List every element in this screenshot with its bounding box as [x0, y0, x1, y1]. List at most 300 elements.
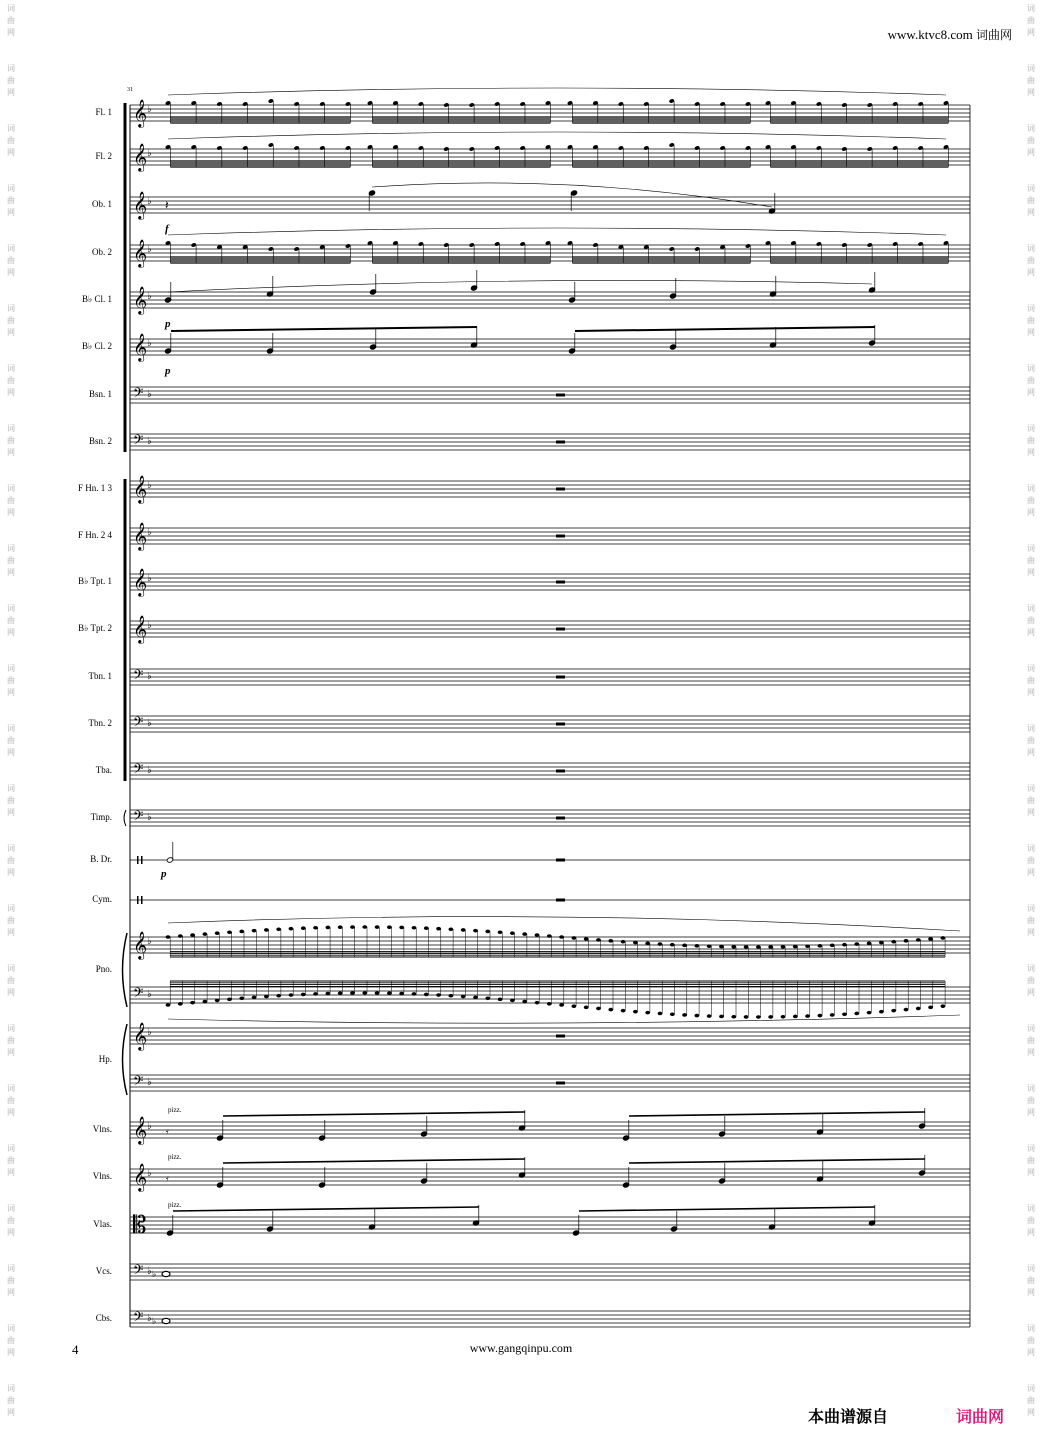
watermark-glyph: 词 — [7, 304, 15, 313]
watermark-glyph: 网 — [1027, 1348, 1035, 1357]
watermark-glyph: 词 — [1027, 844, 1035, 853]
bsn2-bass-clef-icon: 𝄢 — [133, 432, 144, 451]
hp-upper-flat-icon: ♭ — [147, 1027, 152, 1038]
instrument-label-ob1: Ob. 1 — [92, 199, 112, 209]
pno-upper-note — [289, 927, 294, 931]
instrument-label-cym: Cym. — [92, 894, 112, 904]
pno-upper-note — [215, 931, 220, 935]
pno-lower-note — [203, 1000, 208, 1004]
pno-lower-note — [412, 992, 417, 996]
bsn1-whole-rest-icon — [556, 394, 565, 397]
watermark-glyph: 网 — [7, 1348, 15, 1357]
tbn1-bass-clef-icon: 𝄢 — [133, 667, 144, 686]
pno-upper-note — [264, 928, 269, 932]
pno-upper-note — [178, 934, 183, 938]
watermark-glyph: 词 — [7, 64, 15, 73]
instrument-label-tpt2: B♭ Tpt. 2 — [78, 623, 112, 633]
pno-upper-note — [891, 940, 896, 944]
pno-upper-note — [842, 943, 847, 947]
watermark-glyph: 网 — [7, 868, 15, 877]
cl2-treble-clef-icon: 𝄞 — [133, 333, 148, 361]
pno-upper-note — [473, 929, 478, 933]
watermark-glyph: 词 — [1027, 904, 1035, 913]
cl1-treble-clef-icon: 𝄞 — [133, 286, 148, 314]
watermark-glyph: 网 — [1027, 1408, 1035, 1417]
watermark-glyph: 网 — [1027, 1048, 1035, 1057]
timp-whole-rest-icon — [556, 817, 565, 820]
watermark-glyph: 曲 — [1027, 76, 1035, 85]
pno-lower-note — [645, 1011, 650, 1015]
watermark-glyph: 词 — [1027, 244, 1035, 253]
instrument-label-pno: Pno. — [95, 964, 112, 974]
instrument-label-tbn1: Tbn. 1 — [88, 671, 112, 681]
pno-lower-note — [608, 1008, 613, 1012]
pno-lower-note — [399, 992, 404, 996]
footer-url[interactable]: www.gangqinpu.com — [469, 1341, 573, 1355]
pno-upper-note — [350, 925, 355, 929]
dynamic-bdr: p — [161, 868, 167, 880]
pno-upper-note — [744, 945, 749, 949]
pno-upper-treble-clef-icon: 𝄞 — [133, 931, 148, 959]
pno-slur — [168, 1015, 960, 1023]
pno-lower-note — [375, 991, 380, 995]
vc-flat-accidental-icon: ♭ — [152, 1269, 157, 1279]
watermark-glyph: 词 — [7, 1324, 15, 1333]
watermark-glyph: 曲 — [1027, 1276, 1035, 1285]
watermark-glyph: 曲 — [1027, 1156, 1035, 1165]
watermark-glyph: 曲 — [1027, 136, 1035, 145]
watermark-glyph: 网 — [1027, 388, 1035, 397]
instrument-label-tpt1: B♭ Tpt. 1 — [78, 576, 112, 586]
pno-lower-note — [854, 1012, 859, 1016]
pno-lower-note — [670, 1012, 675, 1016]
watermark-glyph: 网 — [1027, 1108, 1035, 1117]
bdr-whole-rest-icon — [556, 859, 565, 862]
bsn1-flat-icon: ♭ — [147, 389, 152, 400]
pno-lower-flat-icon: ♭ — [147, 989, 152, 1000]
watermark-glyph: 曲 — [7, 436, 15, 445]
pno-lower-note — [621, 1009, 626, 1013]
ob1-treble-clef-icon: 𝄞 — [133, 191, 148, 219]
pno-lower-note — [424, 993, 429, 997]
pno-upper-note — [510, 931, 515, 935]
pno-lower-note — [695, 1014, 700, 1018]
pno-lower-note — [326, 992, 331, 996]
instrument-label-vc: Vcs. — [95, 1266, 112, 1276]
watermark-glyph: 词 — [7, 124, 15, 133]
pno-upper-note — [867, 942, 872, 946]
tba-bass-clef-icon: 𝄢 — [133, 761, 144, 780]
pno-upper-note — [584, 937, 589, 941]
watermark-glyph: 网 — [1027, 88, 1035, 97]
watermark-glyph: 曲 — [7, 1096, 15, 1105]
watermark-glyph: 曲 — [7, 676, 15, 685]
pizz-marking-vla: pizz. — [168, 1201, 182, 1209]
watermark-glyph: 曲 — [7, 736, 15, 745]
pno-upper-note — [928, 937, 933, 941]
pno-upper-note — [485, 930, 490, 934]
hp-lower-whole-rest-icon — [556, 1082, 565, 1085]
cym-perc-clef-icon — [141, 896, 143, 904]
watermark-glyph: 网 — [7, 208, 15, 217]
watermark-glyph: 网 — [7, 1048, 15, 1057]
vla-alto-clef-icon: 𝄡 — [133, 1211, 147, 1239]
site-url[interactable]: www.ktvc8.com — [887, 27, 973, 42]
measure-number: 31 — [127, 87, 133, 93]
vln2-sixteenth-rest-icon: 𝄿 — [166, 1173, 169, 1183]
pno-upper-note — [633, 941, 638, 945]
vln2-beam — [223, 1159, 525, 1163]
pno-upper-note — [682, 944, 687, 948]
watermark-glyph: 曲 — [7, 976, 15, 985]
pno-lower-note — [461, 995, 466, 999]
tpt1-whole-rest-icon — [556, 581, 565, 584]
pno-upper-note — [793, 945, 798, 949]
cym-perc-clef-icon — [137, 896, 139, 904]
watermark-glyph: 曲 — [7, 856, 15, 865]
pno-lower-note — [338, 991, 343, 995]
site-name[interactable]: 词曲网 — [975, 28, 1012, 42]
pno-lower-note — [596, 1007, 601, 1011]
watermark-glyph: 词 — [7, 724, 15, 733]
instrument-label-vln1: Vlns. — [92, 1124, 112, 1134]
watermark-glyph: 网 — [7, 88, 15, 97]
instrument-label-cl2: B♭ Cl. 2 — [81, 341, 112, 351]
pno-lower-note — [239, 997, 244, 1001]
pno-lower-note — [818, 1014, 823, 1018]
watermark-glyph: 曲 — [1027, 376, 1035, 385]
pno-lower-note — [559, 1003, 564, 1007]
instrument-label-fl2: Fl. 2 — [95, 151, 112, 161]
watermark-glyph: 词 — [7, 604, 15, 613]
bsn1-bass-clef-icon: 𝄢 — [133, 385, 144, 404]
fl2-flat-icon: ♭ — [147, 148, 152, 159]
watermark-glyph: 曲 — [1027, 796, 1035, 805]
dynamic-cl2: p — [165, 365, 171, 377]
instrument-label-hn13: F Hn. 1 3 — [77, 483, 112, 493]
pno-lower-note — [436, 993, 441, 997]
pno-lower-note — [313, 992, 318, 996]
bsn2-whole-rest-icon — [556, 441, 565, 444]
watermark-glyph: 网 — [7, 988, 15, 997]
ob2-flat-icon: ♭ — [147, 244, 152, 255]
pno-upper-note — [719, 945, 724, 949]
watermark-glyph: 词 — [7, 1084, 15, 1093]
pno-upper-note — [941, 936, 946, 940]
watermark-glyph: 词 — [7, 904, 15, 913]
watermark-glyph: 词 — [1027, 1204, 1035, 1213]
pno-lower-note — [867, 1011, 872, 1015]
watermark-glyph: 网 — [1027, 748, 1035, 757]
watermark-glyph: 曲 — [7, 16, 15, 25]
cb-bass-clef-icon: 𝄢 — [133, 1309, 144, 1328]
watermark-glyph: 曲 — [1027, 556, 1035, 565]
ob1-flat-icon: ♭ — [147, 196, 152, 207]
pno-upper-note — [768, 945, 773, 949]
watermark-glyph: 曲 — [1027, 316, 1035, 325]
pno-upper-note — [645, 942, 650, 946]
tbn1-flat-icon: ♭ — [147, 671, 152, 682]
watermark-glyph: 网 — [7, 688, 15, 697]
watermark-glyph: 网 — [7, 628, 15, 637]
pno-upper-note — [338, 925, 343, 929]
pno-lower-note — [633, 1010, 638, 1014]
pno-upper-note — [596, 938, 601, 942]
pno-lower-note — [756, 1015, 761, 1019]
watermark-glyph: 曲 — [7, 1336, 15, 1345]
pno-lower-note — [350, 991, 355, 995]
watermark-glyph: 词 — [1027, 364, 1035, 373]
pno-lower-note — [289, 993, 294, 997]
cb-flat-accidental-icon: ♭ — [152, 1316, 157, 1326]
pno-upper-note — [830, 944, 835, 948]
hn13-treble-clef-icon: 𝄞 — [133, 475, 148, 503]
watermark-glyph: 词 — [1027, 784, 1035, 793]
dynamic-cl1: p — [165, 318, 171, 330]
instrument-label-fl1: Fl. 1 — [95, 107, 112, 117]
watermark-glyph: 网 — [1027, 148, 1035, 157]
cl2-flat-icon: ♭ — [147, 338, 152, 349]
vln1-treble-clef-icon: 𝄞 — [133, 1116, 148, 1144]
hp-lower-flat-icon: ♭ — [147, 1077, 152, 1088]
watermark-glyph: 曲 — [1027, 856, 1035, 865]
tba-flat-icon: ♭ — [147, 765, 152, 776]
watermark-glyph: 词 — [7, 544, 15, 553]
watermark-glyph: 网 — [1027, 868, 1035, 877]
watermark-glyph: 曲 — [7, 796, 15, 805]
vln1-beam — [223, 1112, 525, 1116]
pno-upper-note — [239, 930, 244, 934]
watermark-glyph: 词 — [1027, 64, 1035, 73]
pno-lower-note — [449, 994, 454, 998]
pno-lower-note — [916, 1007, 921, 1011]
watermark-glyph: 曲 — [1027, 1396, 1035, 1405]
watermark-glyph: 词 — [1027, 544, 1035, 553]
pno-upper-note — [621, 940, 626, 944]
watermark-glyph: 网 — [7, 748, 15, 757]
cl2-beam — [575, 327, 875, 331]
hn24-flat-icon: ♭ — [147, 527, 152, 538]
watermark-glyph: 曲 — [1027, 256, 1035, 265]
pno-upper-note — [559, 935, 564, 939]
watermark-glyph: 网 — [1027, 1288, 1035, 1297]
instrument-label-hp: Hp. — [98, 1053, 112, 1064]
pno-upper-note — [301, 926, 306, 930]
watermark-glyph: 词 — [1027, 424, 1035, 433]
watermark-glyph: 词 — [7, 484, 15, 493]
watermark-glyph: 词 — [7, 664, 15, 673]
pno-upper-note — [313, 926, 318, 930]
watermark-glyph: 网 — [7, 508, 15, 517]
pno-upper-note — [707, 944, 712, 948]
pizz-marking-vln1: pizz. — [168, 1106, 182, 1114]
instrument-label-vln2: Vlns. — [92, 1171, 112, 1181]
watermark-glyph: 网 — [1027, 928, 1035, 937]
pno-lower-note — [276, 994, 281, 998]
cb-flat-icon: ♭ — [147, 1313, 152, 1324]
instrument-label-tbn2: Tbn. 2 — [88, 718, 112, 728]
watermark-glyph: 词 — [1027, 604, 1035, 613]
vln2-beam — [629, 1159, 925, 1163]
vln2-treble-clef-icon: 𝄞 — [133, 1163, 148, 1191]
watermark-glyph: 曲 — [1027, 916, 1035, 925]
fl2-slur — [168, 132, 946, 139]
watermark-glyph: 曲 — [1027, 616, 1035, 625]
watermark-glyph: 网 — [1027, 508, 1035, 517]
watermark-glyph: 网 — [1027, 1168, 1035, 1177]
tpt1-treble-clef-icon: 𝄞 — [133, 568, 148, 596]
watermark-glyph: 曲 — [7, 1156, 15, 1165]
hp-lower-bass-clef-icon: 𝄢 — [133, 1073, 144, 1092]
watermark-glyph: 曲 — [1027, 496, 1035, 505]
watermark-glyph: 词 — [7, 784, 15, 793]
pno-lower-note — [842, 1012, 847, 1016]
watermark-glyph: 词 — [1027, 484, 1035, 493]
cb-whole-note — [162, 1318, 170, 1323]
watermark-glyph: 曲 — [1027, 1336, 1035, 1345]
bsn2-flat-icon: ♭ — [147, 436, 152, 447]
pno-upper-note — [731, 945, 736, 949]
pno-upper-note — [461, 928, 466, 932]
cl1-slur — [168, 280, 872, 292]
watermark-glyph: 曲 — [7, 376, 15, 385]
hn24-treble-clef-icon: 𝄞 — [133, 522, 148, 550]
ob2-treble-clef-icon: 𝄞 — [133, 239, 148, 267]
pno-lower-note — [879, 1010, 884, 1014]
watermark-glyph: 词 — [7, 1384, 15, 1393]
tbn2-bass-clef-icon: 𝄢 — [133, 714, 144, 733]
watermark-glyph: 曲 — [7, 256, 15, 265]
watermark-glyph: 词 — [1027, 304, 1035, 313]
watermark-glyph: 曲 — [1027, 1036, 1035, 1045]
pno-upper-note — [535, 933, 540, 937]
pno-upper-note — [695, 944, 700, 948]
tba-whole-rest-icon — [556, 770, 565, 773]
vln1-flat-icon: ♭ — [147, 1121, 152, 1132]
watermark-glyph: 曲 — [1027, 1216, 1035, 1225]
watermark-glyph: 曲 — [7, 196, 15, 205]
watermark-glyph: 曲 — [7, 1216, 15, 1225]
vla-beam — [173, 1207, 479, 1211]
pno-upper-note — [608, 939, 613, 943]
pno-lower-note — [793, 1015, 798, 1019]
watermark-glyph: 曲 — [1027, 196, 1035, 205]
watermark-glyph: 曲 — [7, 1396, 15, 1405]
watermark-glyph: 词 — [1027, 184, 1035, 193]
pno-upper-note — [547, 934, 552, 938]
watermark-glyph: 曲 — [1027, 736, 1035, 745]
watermark-glyph: 曲 — [1027, 436, 1035, 445]
watermark-glyph: 曲 — [1027, 16, 1035, 25]
pno-lower-note — [301, 993, 306, 997]
watermark-glyph: 曲 — [7, 1036, 15, 1045]
watermark-glyph: 曲 — [7, 136, 15, 145]
pno-lower-note — [731, 1015, 736, 1019]
watermark-glyph: 词 — [7, 184, 15, 193]
ob2-slur — [168, 228, 946, 235]
pno-lower-note — [707, 1014, 712, 1018]
watermark-glyph: 网 — [1027, 328, 1035, 337]
watermark-glyph: 曲 — [7, 916, 15, 925]
watermark-glyph: 曲 — [7, 556, 15, 565]
pno-lower-bass-clef-icon: 𝄢 — [133, 985, 144, 1004]
source-text: 本曲谱源自 — [808, 1407, 889, 1426]
pno-upper-note — [203, 932, 208, 936]
ob1-quarter-rest-icon: 𝄽 — [165, 198, 169, 212]
watermark-glyph: 词 — [1027, 664, 1035, 673]
watermark-glyph: 网 — [7, 1288, 15, 1297]
pno-lower-note — [190, 1001, 195, 1005]
pno-lower-note — [522, 1000, 527, 1004]
pno-lower-note — [682, 1013, 687, 1017]
watermark-glyph: 词 — [1027, 1024, 1035, 1033]
pizz-marking-vln2: pizz. — [168, 1153, 182, 1161]
pno-lower-note — [744, 1015, 749, 1019]
tpt2-flat-icon: ♭ — [147, 620, 152, 631]
pno-lower-note — [830, 1013, 835, 1017]
vc-flat-icon: ♭ — [147, 1266, 152, 1277]
pno-lower-note — [215, 999, 220, 1003]
pno-upper-note — [572, 936, 577, 940]
fl1-treble-clef-icon: 𝄞 — [133, 99, 148, 127]
cl2-beam — [171, 327, 477, 331]
pno-upper-note — [252, 929, 257, 933]
pno-upper-note — [904, 939, 909, 943]
hn24-whole-rest-icon — [556, 535, 565, 538]
tpt2-whole-rest-icon — [556, 628, 565, 631]
timp-bracket — [124, 810, 126, 826]
watermark-glyph: 词 — [1027, 4, 1035, 13]
watermark-glyph: 词 — [7, 424, 15, 433]
pno-lower-note — [535, 1001, 540, 1005]
watermark-glyph: 词 — [7, 364, 15, 373]
watermark-glyph: 词 — [1027, 724, 1035, 733]
pno-brace-icon — [123, 933, 128, 1007]
pno-lower-note — [166, 1003, 171, 1007]
watermark-glyph: 词 — [7, 4, 15, 13]
watermark-glyph: 词 — [1027, 1384, 1035, 1393]
instrument-label-bsn1: Bsn. 1 — [88, 389, 112, 399]
instrument-label-tba: Tba. — [95, 765, 112, 775]
watermark-glyph: 网 — [7, 1228, 15, 1237]
pno-upper-note — [326, 926, 331, 930]
watermark-glyph: 网 — [7, 28, 15, 37]
watermark-glyph: 曲 — [7, 616, 15, 625]
watermark-glyph: 词 — [7, 964, 15, 973]
pno-upper-note — [436, 927, 441, 931]
watermark-glyph: 曲 — [7, 316, 15, 325]
watermark-glyph: 网 — [7, 928, 15, 937]
fl2-treble-clef-icon: 𝄞 — [133, 143, 148, 171]
watermark-glyph: 曲 — [1027, 1096, 1035, 1105]
pno-lower-note — [498, 998, 503, 1002]
pno-upper-note — [498, 930, 503, 934]
watermark-glyph: 网 — [7, 388, 15, 397]
pno-lower-note — [928, 1006, 933, 1010]
watermark-glyph: 词 — [1027, 1144, 1035, 1153]
watermark-glyph: 网 — [1027, 988, 1035, 997]
pno-upper-note — [781, 945, 786, 949]
source-brand[interactable]: 词曲网 — [956, 1407, 1005, 1426]
watermark-glyph: 网 — [1027, 448, 1035, 457]
watermark-glyph: 曲 — [1027, 976, 1035, 985]
watermark-glyph: 词 — [1027, 1084, 1035, 1093]
watermark-glyph: 网 — [1027, 28, 1035, 37]
pno-upper-note — [879, 941, 884, 945]
instrument-label-timp: Timp. — [90, 812, 112, 822]
pno-lower-note — [510, 999, 515, 1003]
page-number: 4 — [72, 1342, 79, 1357]
